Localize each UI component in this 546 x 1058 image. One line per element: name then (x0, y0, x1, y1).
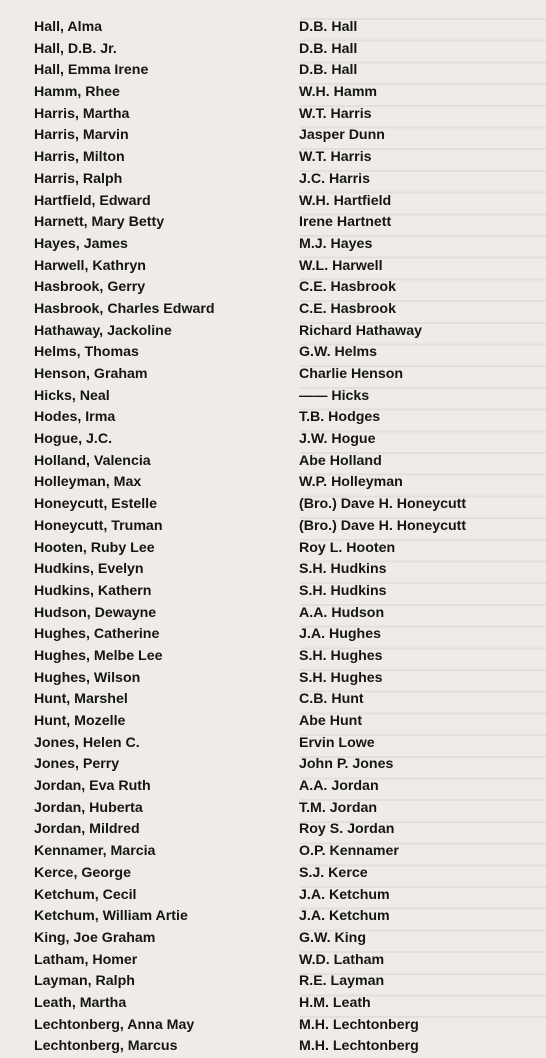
list-row (0, 559, 546, 581)
guardian-name: W.T. Harris (299, 105, 372, 122)
list-row (0, 603, 546, 625)
list-row (0, 147, 546, 169)
list-row (0, 950, 546, 972)
guardian-name: J.A. Ketchum (299, 908, 390, 925)
list-row (0, 39, 546, 61)
list-row (0, 754, 546, 776)
guardian-name: J.A. Ketchum (299, 886, 390, 903)
student-name: Lechtonberg, Anna May (34, 1016, 195, 1033)
list-row (0, 82, 546, 104)
student-name: Kennamer, Marcia (34, 843, 156, 860)
student-name: Harris, Martha (34, 105, 130, 122)
list-row (0, 17, 546, 39)
list-row (0, 668, 546, 690)
guardian-name: T.M. Jordan (299, 799, 378, 816)
student-name: Harris, Ralph (34, 170, 123, 187)
list-row (0, 451, 546, 473)
student-name: Hasbrook, Gerry (34, 279, 146, 296)
student-name: Holland, Valencia (34, 452, 151, 469)
list-row (0, 212, 546, 234)
student-name: Honeycutt, Truman (34, 517, 163, 534)
student-name: Hudkins, Kathern (34, 582, 152, 599)
guardian-name: Irene Hartnett (299, 214, 392, 231)
list-row (0, 711, 546, 733)
guardian-name: D.B. Hall (299, 19, 358, 35)
list-row (0, 104, 546, 126)
guardian-name: John P. Jones (299, 756, 394, 773)
guardian-name: Abe Hunt (299, 713, 363, 729)
student-name: Hodes, Irma (34, 409, 116, 426)
guardian-name: Roy L. Hooten (299, 539, 396, 556)
student-name: Jordan, Huberta (34, 799, 143, 816)
guardian-name: D.B. Hall (299, 62, 358, 79)
guardian-name: S.H. Hughes (299, 647, 383, 664)
guardian-name: S.H. Hudkins (299, 582, 387, 599)
list-row (0, 733, 546, 755)
list-row (0, 407, 546, 429)
student-name: Jordan, Eva Ruth (34, 778, 151, 795)
list-row (0, 819, 546, 841)
list-row (0, 60, 546, 82)
guardian-name: T.B. Hodges (299, 409, 381, 426)
guardian-name: C.E. Hasbrook (299, 279, 396, 296)
list-row (0, 299, 546, 321)
student-name: Lechtonberg, Marcus (34, 1038, 178, 1055)
guardian-name: (Bro.) Dave H. Honeycutt (299, 517, 467, 534)
list-row (0, 234, 546, 256)
guardian-name: W.H. Hamm (299, 84, 378, 101)
guardian-name: S.H. Hudkins (299, 561, 387, 578)
guardian-name: Abe Holland (299, 452, 382, 469)
guardian-name: A.A. Hudson (299, 604, 385, 621)
list-row (0, 256, 546, 278)
list-row (0, 386, 546, 408)
student-name: Hartfield, Edward (34, 192, 151, 209)
list-row (0, 538, 546, 560)
guardian-name: H.M. Leath (299, 994, 371, 1011)
guardian-name: W.T. Harris (299, 149, 372, 166)
student-name: Jones, Perry (34, 756, 120, 773)
guardian-name: S.H. Hughes (299, 669, 383, 686)
student-name: Kerce, George (34, 864, 131, 881)
list-row (0, 689, 546, 711)
list-row (0, 928, 546, 950)
list-row (0, 993, 546, 1015)
student-name: Hudson, Dewayne (34, 604, 157, 621)
list-row (0, 863, 546, 885)
student-name: Hughes, Wilson (34, 669, 141, 686)
student-name: Hasbrook, Charles Edward (34, 300, 215, 317)
student-name: Hudkins, Evelyn (34, 561, 144, 578)
list-row (0, 646, 546, 668)
list-row (0, 798, 546, 820)
student-name: Holleyman, Max (34, 474, 142, 491)
guardian-name: C.E. Hasbrook (299, 300, 396, 317)
name-list (0, 17, 546, 1058)
guardian-name: D.B. Hall (299, 40, 358, 57)
list-row (0, 841, 546, 863)
student-name: King, Joe Graham (34, 929, 156, 946)
guardian-name: G.W. King (299, 929, 366, 946)
guardian-name: W.H. Hartfield (299, 192, 392, 209)
student-name: Hall, Alma (34, 19, 103, 35)
student-name: Harris, Marvin (34, 127, 129, 144)
student-name: Hicks, Neal (34, 387, 110, 404)
list-row (0, 321, 546, 343)
student-name: Henson, Graham (34, 366, 148, 382)
guardian-name: O.P. Kennamer (299, 843, 399, 860)
list-row (0, 516, 546, 538)
guardian-name: A.A. Jordan (299, 778, 379, 795)
list-row (0, 624, 546, 646)
list-row (0, 169, 546, 191)
guardian-name: W.L. Harwell (299, 257, 383, 274)
student-name: Leath, Martha (34, 994, 127, 1011)
list-row (0, 494, 546, 516)
student-name: Hogue, J.C. (34, 431, 113, 448)
student-name: Harwell, Kathryn (34, 257, 146, 274)
guardian-name: J.A. Hughes (299, 626, 381, 643)
list-row (0, 472, 546, 494)
guardian-name: R.E. Layman (299, 973, 385, 990)
list-row (0, 125, 546, 147)
student-name: Harnett, Mary Betty (34, 214, 165, 231)
guardian-name: M.H. Lechtonberg (299, 1038, 419, 1055)
guardian-name: Roy S. Jordan (299, 821, 395, 838)
student-name: Helms, Thomas (34, 344, 139, 361)
guardian-name: C.B. Hunt (299, 691, 364, 708)
guardian-name: —— Hicks (299, 387, 370, 404)
guardian-name: Jasper Dunn (299, 127, 385, 144)
list-row (0, 581, 546, 603)
student-name: Hughes, Catherine (34, 626, 160, 643)
student-name: Latham, Homer (34, 951, 138, 968)
guardian-name: J.C. Harris (299, 170, 370, 187)
guardian-name: Charlie Henson (299, 366, 404, 382)
student-name: Harris, Milton (34, 149, 125, 166)
guardian-name: M.H. Lechtonberg (299, 1016, 419, 1033)
student-name: Ketchum, Cecil (34, 886, 137, 903)
guardian-name: S.J. Kerce (299, 864, 368, 881)
list-row (0, 885, 546, 907)
guardian-name: (Bro.) Dave H. Honeycutt (299, 496, 467, 513)
guardian-name: J.W. Hogue (299, 431, 376, 448)
student-name: Ketchum, William Artie (34, 908, 188, 925)
list-row (0, 776, 546, 798)
list-row (0, 277, 546, 299)
guardian-name: Richard Hathaway (299, 322, 422, 339)
student-name: Hathaway, Jackoline (34, 322, 172, 339)
list-row (0, 971, 546, 993)
student-name: Hall, Emma Irene (34, 62, 149, 79)
student-name: Jordan, Mildred (34, 821, 140, 838)
student-name: Hughes, Melbe Lee (34, 647, 163, 664)
student-name: Hooten, Ruby Lee (34, 539, 155, 556)
list-row (0, 1036, 546, 1058)
student-name: Hamm, Rhee (34, 84, 120, 101)
guardian-name: W.D. Latham (299, 951, 385, 968)
list-row (0, 191, 546, 213)
student-name: Layman, Ralph (34, 973, 135, 990)
list-row (0, 429, 546, 451)
guardian-name: W.P. Holleyman (299, 474, 403, 491)
student-name: Hunt, Mozelle (34, 713, 126, 729)
student-name: Hall, D.B. Jr. (34, 40, 117, 57)
guardian-name: M.J. Hayes (299, 235, 373, 252)
student-name: Hayes, James (34, 235, 128, 252)
guardian-name: Ervin Lowe (299, 734, 375, 751)
list-row (0, 342, 546, 364)
list-row (0, 906, 546, 928)
list-row (0, 364, 546, 386)
guardian-name: G.W. Helms (299, 344, 378, 361)
student-name: Jones, Helen C. (34, 734, 140, 751)
list-row (0, 1015, 546, 1037)
student-name: Hunt, Marshel (34, 691, 128, 708)
student-name: Honeycutt, Estelle (34, 496, 157, 513)
